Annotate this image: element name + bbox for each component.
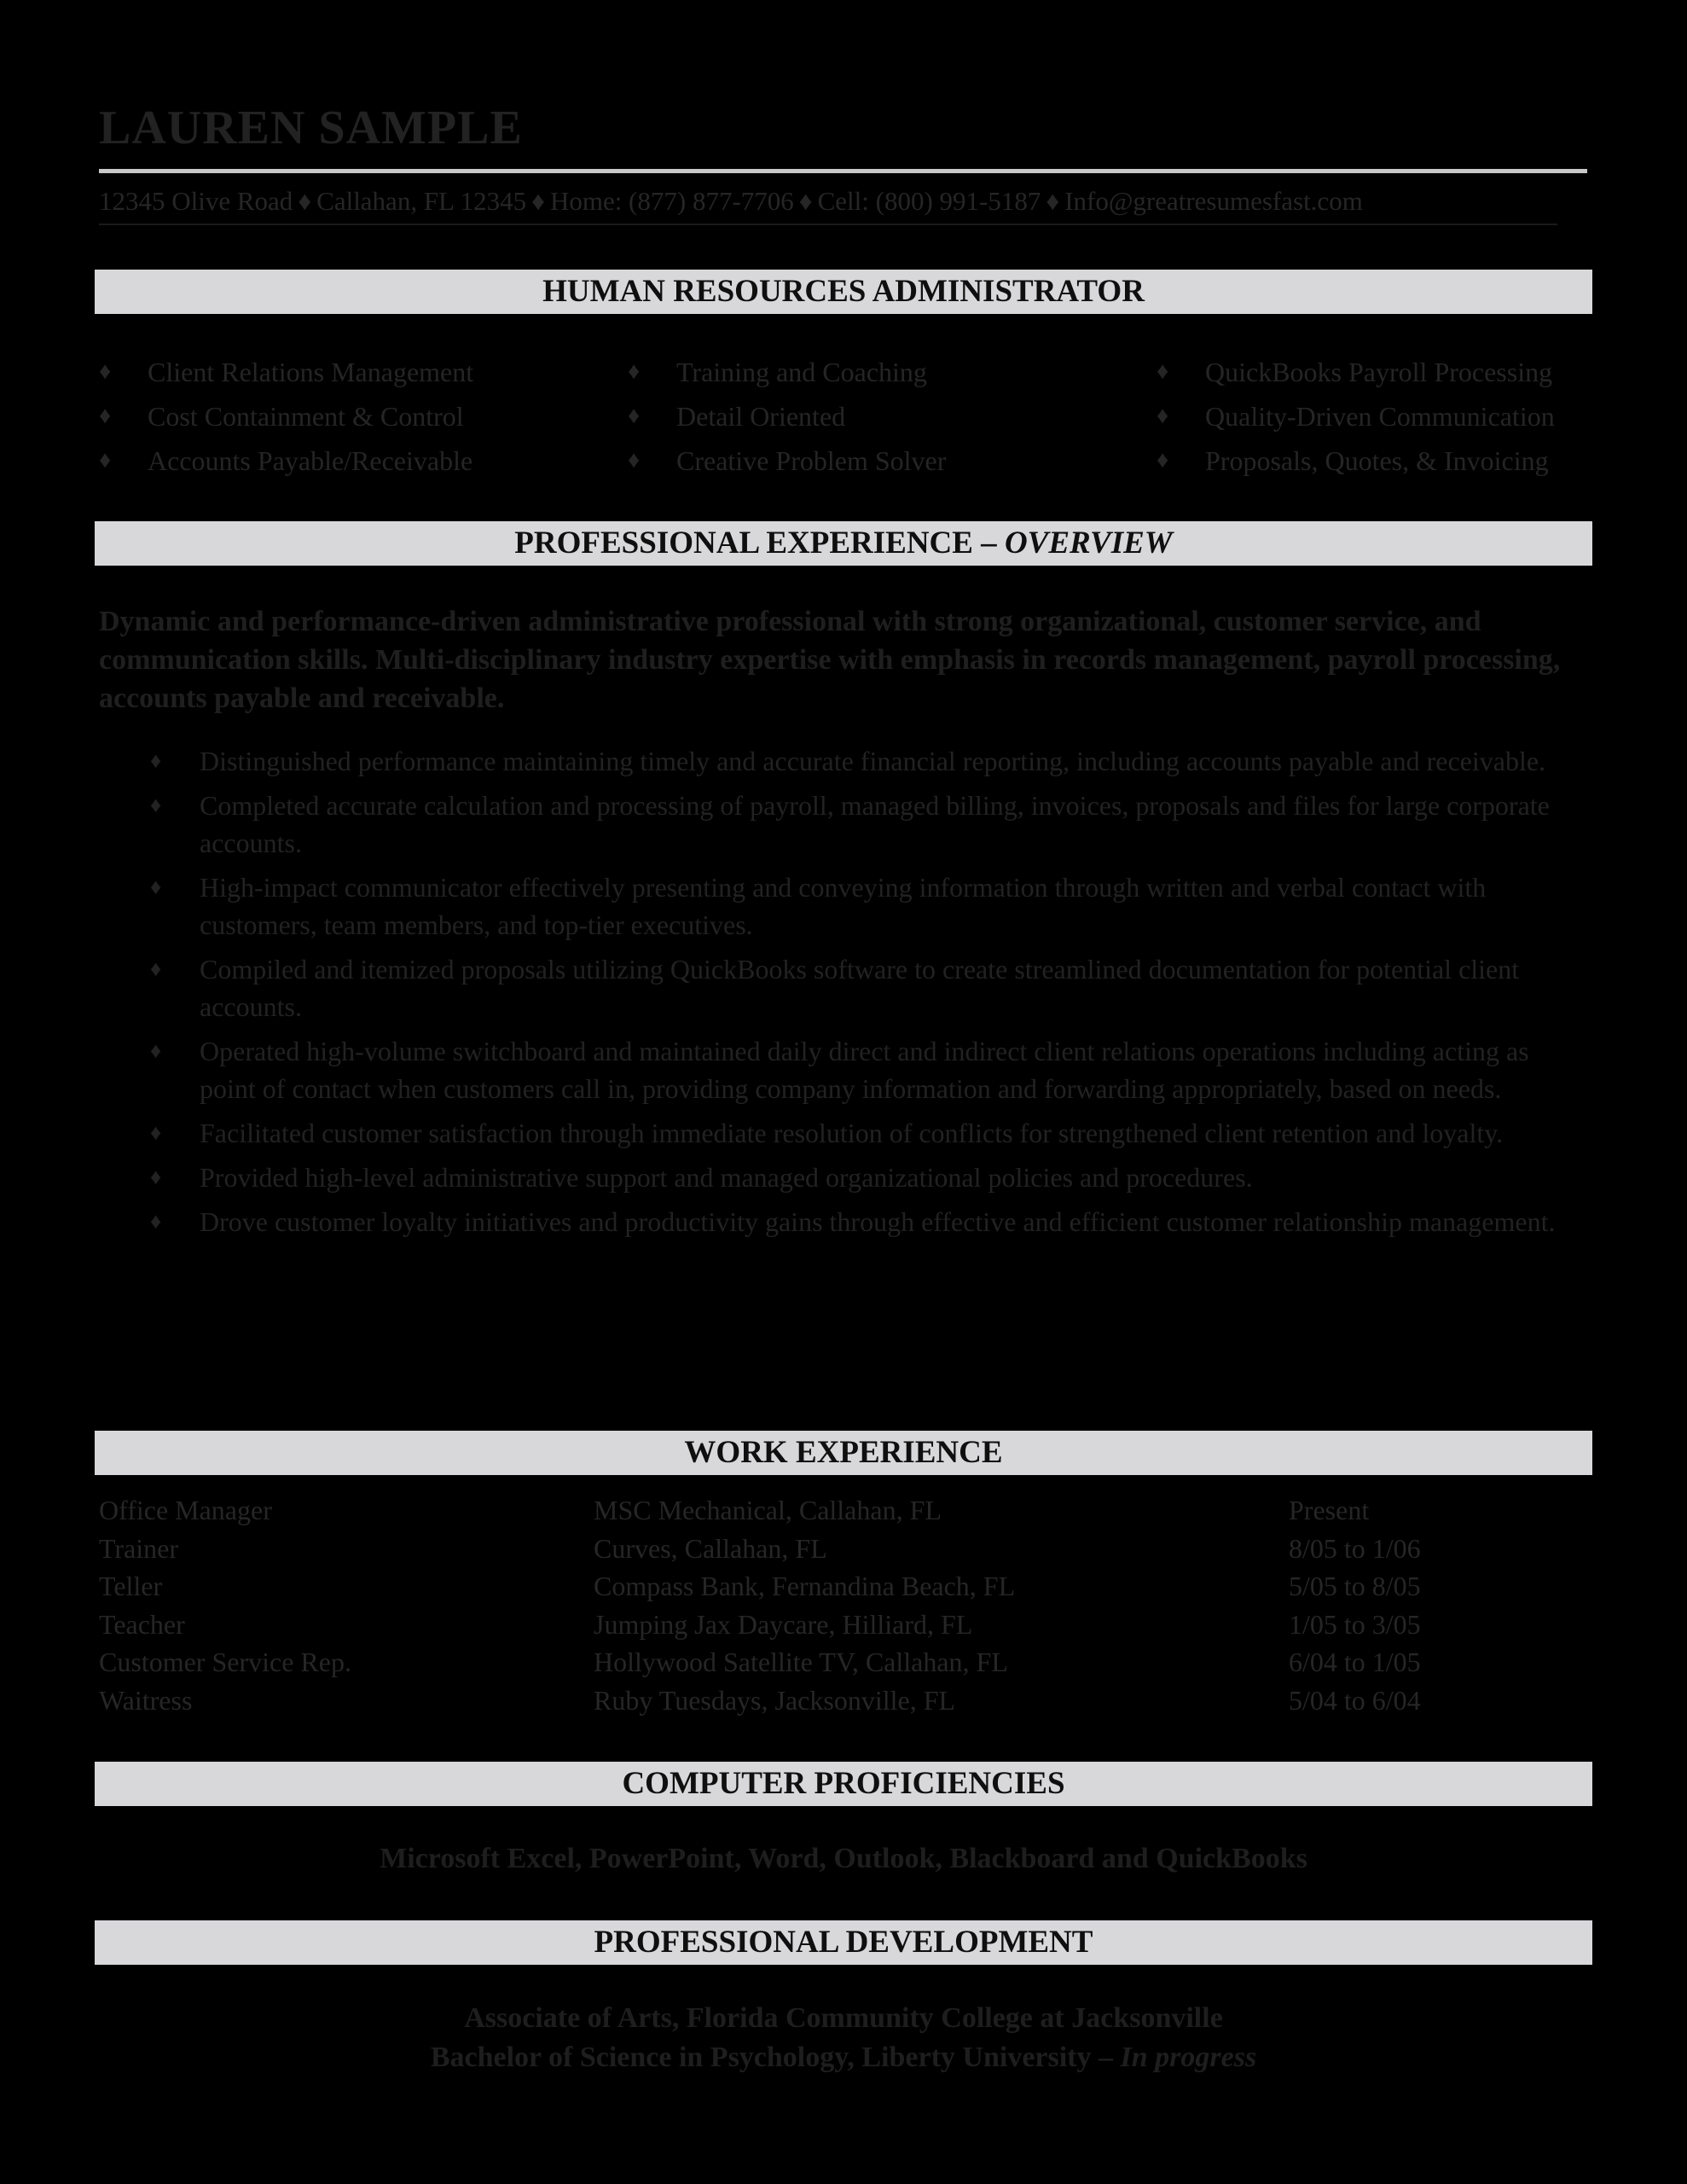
list-item: ♦ Compiled and itemized proposals utilizing QuickBooks software to create streamlined documentation for potential client accounts. [150,950,1566,1025]
contact-city: Callahan, FL 12345 [316,186,527,216]
job-company: MSC Mechanical, Callahan, FL [594,1495,942,1525]
overview-bullet-list [150,742,1566,1247]
diamond-bullet-icon: ♦ [150,874,162,899]
diamond-bullet-icon: ♦ [628,447,641,473]
separator-icon: ♦ [798,186,813,216]
education-line-1: Associate of Arts, Florida Community College at Jacksonville [464,2002,1223,2034]
diamond-bullet-icon: ♦ [150,1209,162,1234]
job-title: Trainer [99,1532,179,1564]
job-title: Waitress [99,1684,193,1716]
job-company: Jumping Jax Daycare, Hilliard, FL [594,1608,973,1640]
list-item: ♦ High-impact communicator effectively presenting and conveying information through written and verbal contact with customers, team members, and top-tier executives. [150,868,1566,944]
job-dates: 5/05 to 8/05 [1289,1571,1421,1601]
job-company: Compass Bank, Fernandina Beach, FL [594,1571,1016,1601]
computer-heading: COMPUTER PROFICIENCIES [622,1766,1065,1801]
list-item: ♦ Operated high-volume switchboard and maintained daily direct and indirect client relations operations including acting as point of contact when customers call in, providing company information and forwarding appropriately, based on needs. [150,1032,1566,1107]
table-row [99,1685,1583,1723]
contact-email[interactable]: Info@greatresumesfast.com [1064,186,1363,216]
diamond-bullet-icon: ♦ [99,358,112,385]
list-item: ♦ Provided high-level administrative support and managed organizational policies and procedures. [150,1159,1566,1196]
work-table [99,1495,1583,1722]
name-divider [99,169,1587,173]
overview-summary: Dynamic and performance-driven administrative professional with strong organizational, customer service, and communication skills. Multi-disciplinary industry expertise with emphasis in records management, payroll processing, accounts payable and receivable. [99,606,1561,714]
diamond-bullet-icon: ♦ [150,748,162,773]
development-banner [95,1920,1592,1965]
job-dates: 5/04 to 6/04 [1289,1684,1421,1716]
table-row [99,1495,1583,1533]
overview-banner [95,521,1592,566]
diamond-bullet-icon: ♦ [150,793,162,817]
job-company: Curves, Callahan, FL [594,1532,827,1564]
table-row [99,1533,1583,1571]
contact-home-phone: Home: (877) 877-7706 [549,186,794,216]
computer-banner [95,1762,1592,1806]
table-row [99,1571,1583,1609]
list-item: ♦ Drove customer loyalty initiatives and productivity gains through effective and efficient customer relationship management. [150,1203,1566,1240]
overview-heading: PROFESSIONAL EXPERIENCE – [514,526,1005,561]
diamond-bullet-icon: ♦ [1157,403,1169,429]
diamond-bullet-icon: ♦ [150,1038,162,1063]
candidate-name: LAUREN SAMPLE [99,102,523,154]
diamond-bullet-icon: ♦ [99,447,112,473]
diamond-bullet-icon: ♦ [1157,447,1169,473]
job-dates: Present [1289,1495,1370,1525]
diamond-bullet-icon: ♦ [99,403,112,429]
diamond-bullet-icon: ♦ [1157,358,1169,385]
separator-icon: ♦ [1046,186,1060,216]
separator-icon: ♦ [531,186,545,216]
job-title: Teacher [99,1608,185,1640]
headline-title: HUMAN RESOURCES ADMINISTRATOR [542,274,1145,309]
diamond-bullet-icon: ♦ [628,358,641,385]
job-title: Office Manager [99,1495,272,1525]
job-company: Hollywood Satellite TV, Callahan, FL [594,1647,1008,1677]
job-title: Customer Service Rep. [99,1647,351,1677]
contact-line [99,186,1363,217]
computer-skills: Microsoft Excel, PowerPoint, Word, Outlook, Blackboard and QuickBooks [380,1843,1307,1874]
diamond-bullet-icon: ♦ [150,1120,162,1145]
separator-icon: ♦ [298,186,312,216]
overview-heading-italic: OVERVIEW [1004,526,1173,561]
resume-page [95,0,1592,2184]
contact-divider [99,224,1557,225]
contact-address: 12345 Olive Road [99,186,293,216]
list-item: ♦ Facilitated customer satisfaction through immediate resolution of conflicts for strengthened client retention and loyalty. [150,1114,1566,1152]
table-row [99,1609,1583,1647]
development-heading: PROFESSIONAL DEVELOPMENT [594,1925,1093,1960]
skills-grid: ♦ Client Relations Management ♦ Cost Containment & Control ♦ Accounts Payable/Receivable ♦ Training and Coaching ♦ Detail Oriented ♦ Creative Problem Solver ♦ QuickBooks Payroll Processing ♦ Quality-Driven Communication ♦ Proposals, Quotes, & Invoicing [99,357,1555,476]
diamond-bullet-icon: ♦ [150,1165,162,1189]
job-dates: 1/05 to 3/05 [1289,1608,1421,1640]
contact-cell-phone: Cell: (800) 991-5187 [817,186,1041,216]
job-company: Ruby Tuesdays, Jacksonville, FL [594,1684,956,1716]
list-item: ♦ Completed accurate calculation and processing of payroll, managed billing, invoices, proposals and files for large corporate accounts. [150,787,1566,862]
work-heading: WORK EXPERIENCE [684,1435,1003,1470]
job-dates: 8/05 to 1/06 [1289,1532,1421,1564]
education-line-2: Bachelor of Science in Psychology, Liberty University – In progress [430,2042,1257,2073]
job-title: Teller [99,1571,163,1601]
table-row [99,1647,1583,1685]
job-dates: 6/04 to 1/05 [1289,1647,1421,1677]
diamond-bullet-icon: ♦ [150,956,162,981]
diamond-bullet-icon: ♦ [628,403,641,429]
headline-banner [95,270,1592,314]
work-banner [95,1431,1592,1475]
list-item: ♦ Distinguished performance maintaining timely and accurate financial reporting, including accounts payable and receivable. [150,742,1566,780]
